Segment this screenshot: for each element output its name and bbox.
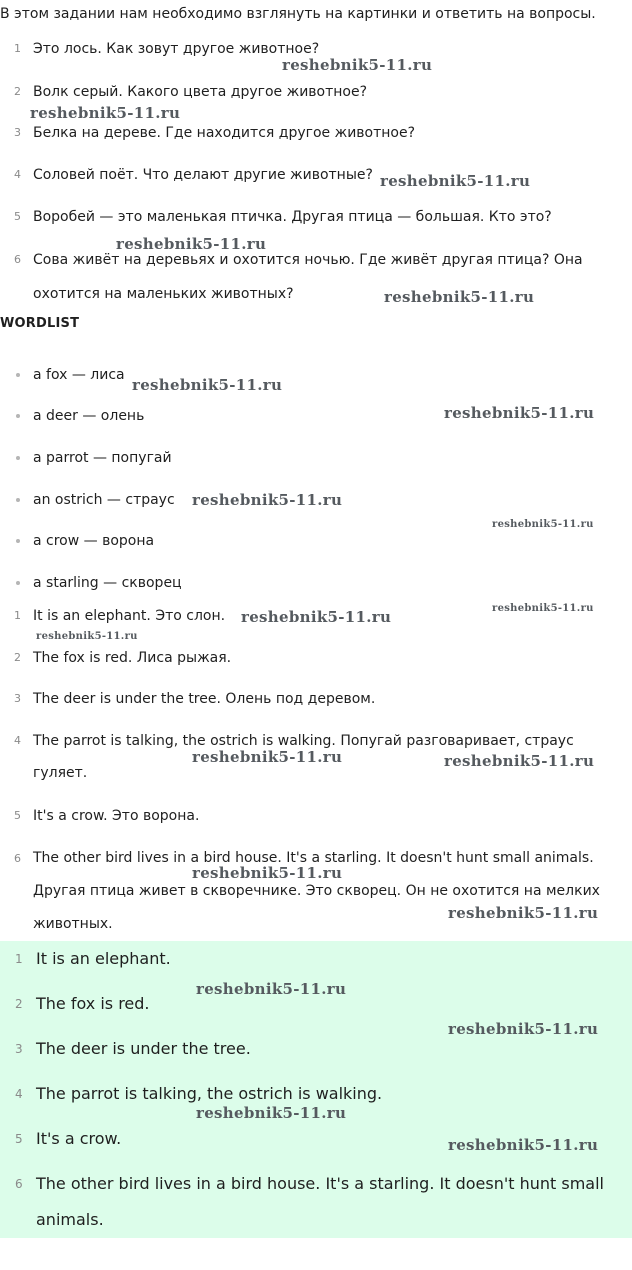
watermark: reshebnik5-11.ru [132, 376, 283, 394]
watermark: reshebnik5-11.ru [282, 56, 433, 74]
watermark: reshebnik5-11.ru [116, 235, 267, 253]
item-number: 6 [14, 253, 21, 266]
item-number: 2 [15, 997, 23, 1011]
item-text: It is an elephant. Это слон. [33, 608, 226, 624]
watermark: reshebnik5-11.ru [196, 1104, 347, 1122]
list-item-text: an ostrich — страус [33, 492, 175, 508]
bullet-icon [16, 539, 20, 543]
item-number: 2 [14, 85, 21, 98]
item-number: 5 [15, 1132, 23, 1146]
item-text: The deer is under the tree. [36, 1039, 251, 1058]
item-text: The fox is red. [36, 994, 150, 1013]
watermark: reshebnik5-11.ru [241, 608, 392, 626]
bullet-icon [16, 498, 20, 502]
item-text: It's a crow. Это ворона. [33, 808, 200, 824]
bullet-icon [16, 414, 20, 418]
item-text: It is an elephant. [36, 949, 171, 968]
watermark: reshebnik5-11.ru [492, 603, 594, 614]
list-item-text: a deer — олень [33, 408, 145, 424]
list-item-text: a fox — лиса [33, 367, 125, 383]
item-text: The other bird lives in a bird house. It's a starling. It doesn't hunt small animals. Другая птица живет в скворечнике. Это скворец. Он не охотится на мелких животных. [33, 850, 600, 932]
item-text: The fox is red. Лиса рыжая. [33, 650, 232, 666]
watermark: reshebnik5-11.ru [444, 752, 595, 770]
intro-text: В этом задании нам необходимо взглянуть на картинки и ответить на вопросы. [0, 6, 596, 22]
watermark: reshebnik5-11.ru [192, 491, 343, 509]
item-number: 1 [14, 42, 21, 55]
watermark: reshebnik5-11.ru [444, 404, 595, 422]
item-number: 1 [15, 952, 23, 966]
item-number: 3 [14, 692, 21, 705]
watermark: reshebnik5-11.ru [30, 104, 181, 122]
item-text: The deer is under the tree. Олень под деревом. [33, 691, 376, 707]
item-number: 4 [14, 734, 21, 747]
watermark: reshebnik5-11.ru [448, 1020, 599, 1038]
wordlist-heading: WORDLIST [0, 316, 80, 331]
watermark: reshebnik5-11.ru [492, 519, 594, 530]
item-number: 3 [15, 1042, 23, 1056]
item-text: Волк серый. Какого цвета другое животное? [33, 84, 368, 100]
item-text: Воробей — это маленькая птичка. Другая птица — большая. Кто это? [33, 209, 552, 225]
watermark: reshebnik5-11.ru [448, 904, 599, 922]
list-item-text: a crow — ворона [33, 533, 155, 549]
watermark: reshebnik5-11.ru [36, 631, 138, 642]
bullet-icon [16, 581, 20, 585]
item-number: 4 [14, 168, 21, 181]
watermark: reshebnik5-11.ru [448, 1136, 599, 1154]
item-text: Сова живёт на деревьях и охотится ночью. Где живёт другая птица? Она охотится на маленьких животных? [33, 252, 583, 302]
list-item-text: a starling — скворец [33, 575, 182, 591]
bullet-icon [16, 456, 20, 460]
item-number: 3 [14, 126, 21, 139]
item-text: The parrot is talking, the ostrich is walking. Попугай разговаривает, страус гуляет. [33, 733, 574, 781]
item-text: Соловей поёт. Что делают другие животные? [33, 167, 373, 183]
watermark: reshebnik5-11.ru [196, 980, 347, 998]
watermark: reshebnik5-11.ru [192, 748, 343, 766]
item-text: The parrot is talking, the ostrich is walking. [36, 1084, 383, 1103]
item-text: Это лось. Как зовут другое животное? [33, 41, 320, 57]
item-number: 5 [14, 210, 21, 223]
bullet-icon [16, 373, 20, 377]
item-text: The other bird lives in a bird house. It's a starling. It doesn't hunt small animals. [36, 1174, 604, 1229]
watermark: reshebnik5-11.ru [384, 288, 535, 306]
item-number: 1 [14, 609, 21, 622]
item-number: 5 [14, 809, 21, 822]
item-text: It's a crow. [36, 1129, 122, 1148]
item-number: 4 [15, 1087, 23, 1101]
item-text: Белка на дереве. Где находится другое животное? [33, 125, 416, 141]
watermark: reshebnik5-11.ru [380, 172, 531, 190]
watermark: reshebnik5-11.ru [192, 864, 343, 882]
item-number: 6 [14, 852, 21, 865]
item-number: 6 [15, 1177, 23, 1191]
list-item-text: a parrot — попугай [33, 450, 172, 466]
item-number: 2 [14, 651, 21, 664]
